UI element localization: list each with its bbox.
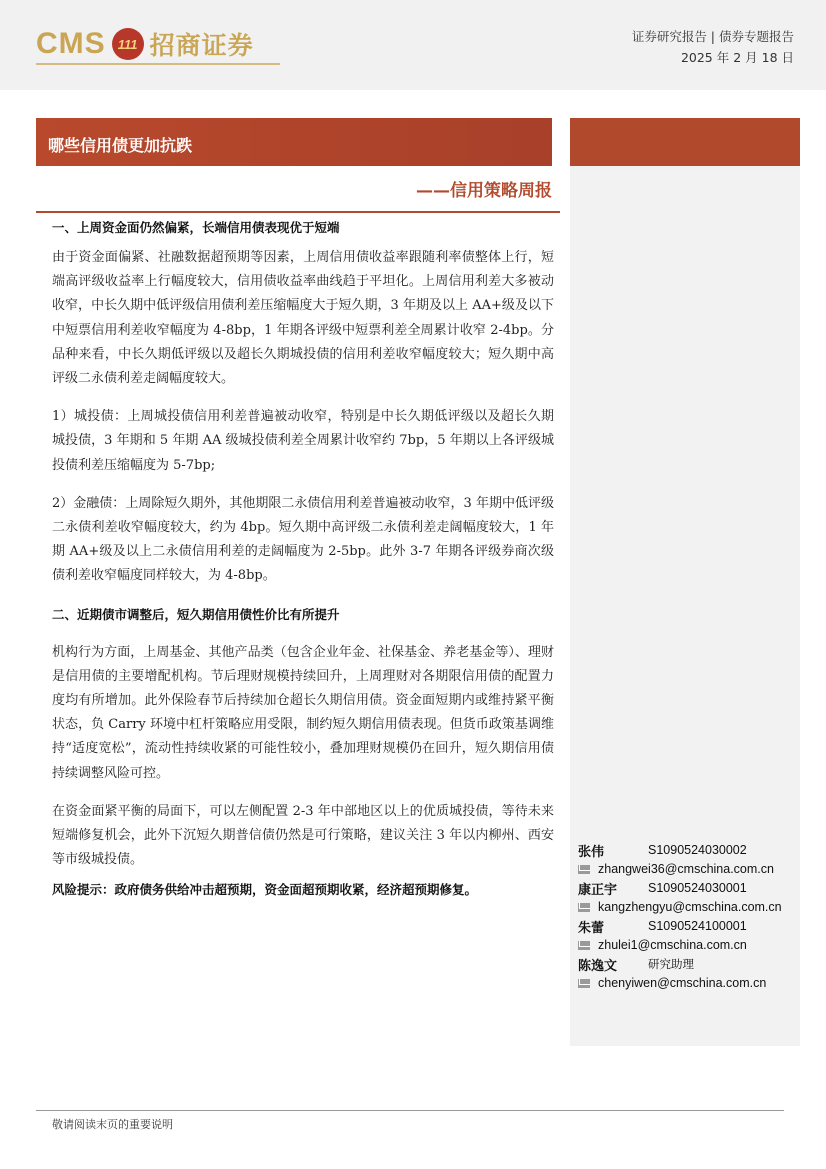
main-content (52, 216, 554, 902)
company-logo (36, 26, 254, 62)
footer-note: 敬请阅读末页的重要说明 (52, 1118, 173, 1131)
footer-rule (36, 1110, 784, 1111)
author-name: 张伟 (578, 844, 605, 860)
author-email[interactable]: kangzhengyu@cmschina.com.cn (598, 900, 782, 914)
author-name: 朱蕾 (578, 920, 605, 936)
author-row (578, 954, 798, 974)
author-role: 研究助理 (648, 957, 694, 971)
mail-icon (578, 903, 590, 912)
paragraph: 2）金融债：上周除短久期外，其他期限二永债信用利差普遍被动收窄，3 年期中低评级二永债利差收窄幅度较大，约为 4bp。短久期中高评级二永债利差走阔幅度较大，1 年期 AA+级及以上二永债信用利差的走阔幅度为 2-5bp。此外 3-7 年期各评级券商次级债利差收窄幅度同样较大，为 4-8bp。 (52, 495, 554, 584)
email-row (578, 936, 798, 954)
logo-underline (36, 63, 280, 65)
mail-icon (578, 941, 590, 950)
risk-notice: 风险提示：政府债务供给冲击超预期，资金面超预期收紧，经济超预期修复。 (52, 882, 478, 898)
author-email[interactable]: zhulei1@cmschina.com.cn (598, 938, 747, 952)
mail-icon (578, 979, 590, 988)
author-row (578, 878, 798, 898)
author-email[interactable]: zhangwei36@cmschina.com.cn (598, 862, 774, 876)
title-rule (36, 211, 560, 213)
author-email[interactable]: chenyiwen@cmschina.com.cn (598, 976, 767, 990)
paragraph: 机构行为方面，上周基金、其他产品类（包含企业年金、社保基金、养老基金等）、理财是信用债的主要增配机构。节后理财规模持续回升，上周理财对各期限信用债的配置力度均有所增加。此外保险春节后持续加仓超长久期信用债。资金面短期内或维持紧平衡状态，负 Carry 环境中杠杆策略应用受限，制约短久期信用债表现。但货币政策基调维持“适度宽松”，流动性持续收紧的可能性较小，叠加理财规模仍在回升，短久期信用债持续调整风险可控。 (52, 644, 554, 781)
author-name: 陈逸文 (578, 958, 618, 974)
logo-chinese: 招商证券 (149, 31, 254, 60)
report-type: 证券研究报告 | 债券专题报告 (631, 29, 794, 44)
author-id: S1090524030001 (648, 881, 747, 895)
sidebar-banner (570, 118, 800, 166)
authors-block (578, 840, 798, 992)
author-id: S1090524100001 (648, 919, 747, 933)
author-id: S1090524030002 (648, 843, 747, 857)
report-title: 哪些信用债更加抗跌 (48, 136, 193, 155)
paragraph: 由于资金面偏紧、社融数据超预期等因素，上周信用债收益率跟随利率债整体上行，短端高评级收益率上行幅度较大，信用债收益率曲线趋于平坦化。上周信用利差大多被动收窄，中长久期中低评级信用债利差压缩幅度大于短久期，3 年期及以上 AA+级及以下中短票信用利差收窄幅度为 4-8bp，1 年期各评级中短票利差全周累计收窄 2-4bp。分品种来看，中长久期低评级以及超长久期城投债的信用利差收窄幅度较大；短久期中高评级二永债利差走阔幅度较大。 (52, 250, 554, 387)
report-date: 2025 年 2 月 18 日 (680, 50, 794, 65)
email-row (578, 860, 798, 878)
author-name: 康正宇 (578, 882, 618, 898)
logo-latin: CMS (36, 27, 106, 60)
paragraph: 1）城投债：上周城投债信用利差普遍被动收窄，特别是中长久期低评级以及超长久期城投债，3 年期和 5 年期 AA 级城投债利差全周累计收窄约 7bp，5 年期以上各评级城投债利差压缩幅度为 5-7bp; (52, 409, 554, 473)
email-row (578, 898, 798, 916)
report-subtitle: ——信用策略周报 (416, 181, 552, 201)
author-row (578, 840, 798, 860)
paragraph: 在资金面紧平衡的局面下，可以左侧配置 2-3 年中部地区以上的优质城投债，等待未来短端修复机会，此外下沉短久期普信债仍然是可行策略，建议关注 3 年以内柳州、西安等市级城投债。 (52, 803, 554, 868)
logo-mark-icon: 111 (112, 28, 144, 60)
email-row (578, 974, 798, 992)
author-row (578, 916, 798, 936)
section-heading: 二、近期债市调整后，短久期信用债性价比有所提升 (52, 606, 340, 622)
header-meta (632, 26, 794, 68)
section-heading: 一、上周资金面仍然偏紧，长端信用债表现优于短端 (52, 220, 340, 235)
mail-icon (578, 865, 590, 874)
